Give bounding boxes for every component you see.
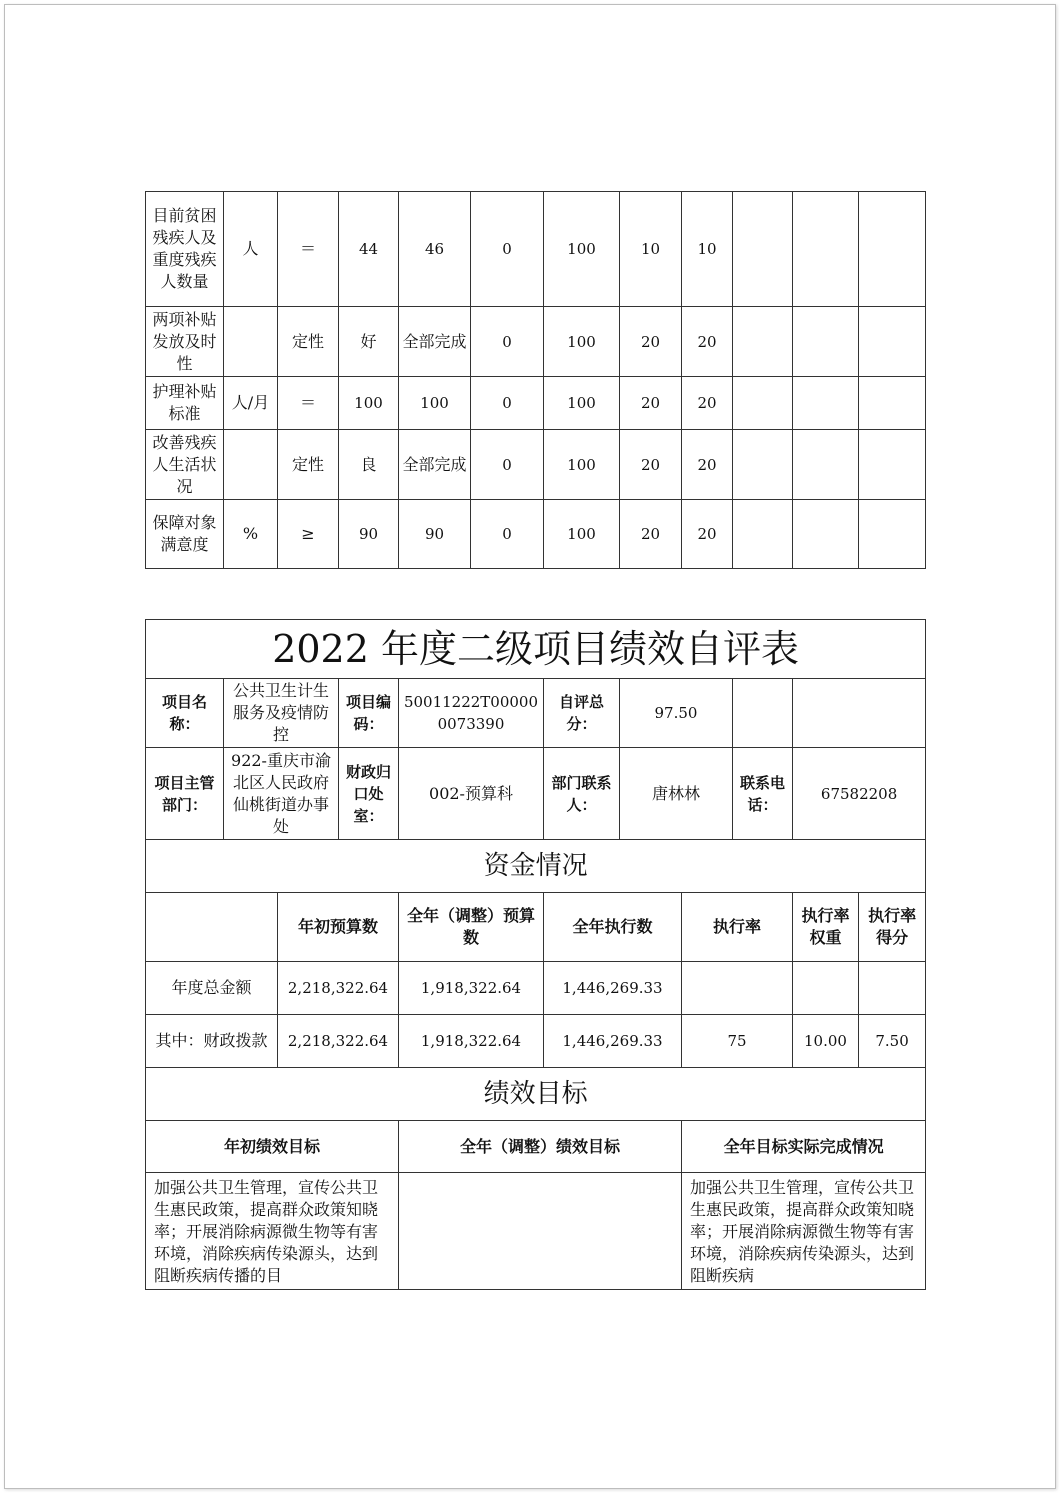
indicator-target: 良 bbox=[339, 430, 399, 500]
indicator-cell: 20 bbox=[682, 307, 733, 377]
adjusted-budget-value: 1,918,322.64 bbox=[399, 962, 544, 1015]
indicator-unit: % bbox=[224, 500, 278, 569]
contact-label: 部门联系人： bbox=[544, 748, 620, 840]
self-score-value: 97.50 bbox=[620, 679, 733, 748]
indicator-cell: 100 bbox=[544, 500, 620, 569]
table-row bbox=[146, 377, 926, 430]
self-score-label: 自评总分： bbox=[544, 679, 620, 748]
indicator-cell: 0 bbox=[471, 500, 544, 569]
indicator-cell bbox=[859, 307, 926, 377]
indicator-cell bbox=[859, 500, 926, 569]
funds-row bbox=[146, 1015, 926, 1068]
table-row bbox=[146, 430, 926, 500]
indicator-name: 护理补贴标准 bbox=[146, 377, 224, 430]
indicator-name: 目前贫困残疾人及重度残疾人数量 bbox=[146, 192, 224, 307]
indicator-cell bbox=[859, 377, 926, 430]
self-evaluation-form bbox=[145, 619, 926, 1290]
indicator-unit bbox=[224, 430, 278, 500]
indicator-cell: 0 bbox=[471, 192, 544, 307]
indicator-unit: 人/月 bbox=[224, 377, 278, 430]
indicator-target: 100 bbox=[339, 377, 399, 430]
indicator-actual: 100 bbox=[399, 377, 471, 430]
exec-score-value: 7.50 bbox=[859, 1015, 926, 1068]
indicator-operator: 定性 bbox=[278, 307, 339, 377]
empty-header-cell bbox=[146, 893, 278, 962]
exec-score-header: 执行率得分 bbox=[859, 893, 926, 962]
indicator-target: 44 bbox=[339, 192, 399, 307]
funds-row-label: 其中：财政拨款 bbox=[146, 1015, 278, 1068]
project-name-value: 公共卫生计生服务及疫情防控 bbox=[224, 679, 339, 748]
indicator-cell bbox=[793, 192, 859, 307]
executed-value: 1,446,269.33 bbox=[544, 1015, 682, 1068]
dept-value: 922-重庆市渝北区人民政府仙桃街道办事处 bbox=[224, 748, 339, 840]
empty-cell bbox=[793, 679, 926, 748]
indicator-cell: 20 bbox=[682, 430, 733, 500]
indicator-target: 好 bbox=[339, 307, 399, 377]
indicator-cell bbox=[733, 377, 793, 430]
indicator-table bbox=[145, 191, 926, 569]
indicator-actual: 全部完成 bbox=[399, 307, 471, 377]
indicator-unit bbox=[224, 307, 278, 377]
indicator-cell: 20 bbox=[620, 377, 682, 430]
indicator-cell bbox=[733, 192, 793, 307]
executed-value: 1,446,269.33 bbox=[544, 962, 682, 1015]
indicator-cell: 100 bbox=[544, 307, 620, 377]
finance-office-label: 财政归口处室： bbox=[339, 748, 399, 840]
indicator-name: 改善残疾人生活状况 bbox=[146, 430, 224, 500]
actual-goal-text bbox=[682, 1173, 926, 1290]
initial-budget-header: 年初预算数 bbox=[278, 893, 399, 962]
adjusted-budget-value: 1,918,322.64 bbox=[399, 1015, 544, 1068]
form-title: 2022 年度二级项目绩效自评表 bbox=[146, 620, 926, 679]
funds-row-label: 年度总金额 bbox=[146, 962, 278, 1015]
indicator-name: 保障对象满意度 bbox=[146, 500, 224, 569]
initial-budget-value: 2,218,322.64 bbox=[278, 962, 399, 1015]
indicator-cell: 100 bbox=[544, 192, 620, 307]
exec-weight-value: 10.00 bbox=[793, 1015, 859, 1068]
indicator-cell bbox=[793, 430, 859, 500]
indicator-cell bbox=[733, 430, 793, 500]
phone-label: 联系电话： bbox=[733, 748, 793, 840]
indicator-cell: 10 bbox=[682, 192, 733, 307]
indicator-operator: ＝ bbox=[278, 377, 339, 430]
initial-goal-header: 年初绩效目标 bbox=[146, 1121, 399, 1173]
indicator-cell: 0 bbox=[471, 377, 544, 430]
indicator-cell bbox=[733, 307, 793, 377]
initial-goal-text bbox=[146, 1173, 399, 1290]
indicator-cell: 10 bbox=[620, 192, 682, 307]
exec-score-value bbox=[859, 962, 926, 1015]
actual-goal-header: 全年目标实际完成情况 bbox=[682, 1121, 926, 1173]
exec-rate-value: 75 bbox=[682, 1015, 793, 1068]
table-row bbox=[146, 192, 926, 307]
indicator-cell: 20 bbox=[682, 377, 733, 430]
contact-value: 唐林林 bbox=[620, 748, 733, 840]
goals-section-title: 绩效目标 bbox=[146, 1068, 926, 1121]
goals-row bbox=[146, 1173, 926, 1290]
project-code-value: 50011222T000000073390 bbox=[399, 679, 544, 748]
indicator-cell: 20 bbox=[620, 430, 682, 500]
adjusted-goal-text bbox=[399, 1173, 682, 1290]
indicator-cell: 20 bbox=[620, 500, 682, 569]
funds-section-title: 资金情况 bbox=[146, 840, 926, 893]
indicator-actual: 90 bbox=[399, 500, 471, 569]
indicator-actual: 46 bbox=[399, 192, 471, 307]
indicator-cell bbox=[733, 500, 793, 569]
indicator-operator: ＝ bbox=[278, 192, 339, 307]
exec-rate-header: 执行率 bbox=[682, 893, 793, 962]
table-row bbox=[146, 500, 926, 569]
indicator-cell bbox=[793, 307, 859, 377]
indicator-operator: ≥ bbox=[278, 500, 339, 569]
indicator-cell bbox=[793, 500, 859, 569]
indicator-cell bbox=[859, 192, 926, 307]
exec-rate-value bbox=[682, 962, 793, 1015]
exec-weight-header: 执行率权重 bbox=[793, 893, 859, 962]
indicator-cell: 0 bbox=[471, 430, 544, 500]
indicator-unit: 人 bbox=[224, 192, 278, 307]
project-code-label: 项目编码： bbox=[339, 679, 399, 748]
indicator-cell: 100 bbox=[544, 377, 620, 430]
indicator-cell: 0 bbox=[471, 307, 544, 377]
empty-cell bbox=[733, 679, 793, 748]
indicator-cell: 20 bbox=[620, 307, 682, 377]
indicator-operator: 定性 bbox=[278, 430, 339, 500]
adjusted-goal-header: 全年（调整）绩效目标 bbox=[399, 1121, 682, 1173]
indicator-cell: 100 bbox=[544, 430, 620, 500]
indicator-cell bbox=[793, 377, 859, 430]
adjusted-budget-header: 全年（调整）预算数 bbox=[399, 893, 544, 962]
indicator-cell: 20 bbox=[682, 500, 733, 569]
finance-office-value: 002-预算科 bbox=[399, 748, 544, 840]
indicator-cell bbox=[859, 430, 926, 500]
table-row bbox=[146, 307, 926, 377]
initial-goal-content: 加强公共卫生管理，宣传公共卫生惠民政策，提高群众政策知晓率；开展消除病源微生物等有害环境，消除疾病传染源头，达到阻断疾病传播的目 bbox=[154, 1178, 379, 1285]
indicator-actual: 全部完成 bbox=[399, 430, 471, 500]
dept-label: 项目主管部门： bbox=[146, 748, 224, 840]
executed-header: 全年执行数 bbox=[544, 893, 682, 962]
initial-budget-value: 2,218,322.64 bbox=[278, 1015, 399, 1068]
phone-value: 67582208 bbox=[793, 748, 926, 840]
project-name-label: 项目名称： bbox=[146, 679, 224, 748]
indicator-target: 90 bbox=[339, 500, 399, 569]
indicator-name: 两项补贴发放及时性 bbox=[146, 307, 224, 377]
funds-row bbox=[146, 962, 926, 1015]
exec-weight-value bbox=[793, 962, 859, 1015]
actual-goal-content: 加强公共卫生管理，宣传公共卫生惠民政策，提高群众政策知晓率；开展消除病源微生物等有害环境，消除疾病传染源头，达到阻断疾病 bbox=[690, 1178, 915, 1285]
